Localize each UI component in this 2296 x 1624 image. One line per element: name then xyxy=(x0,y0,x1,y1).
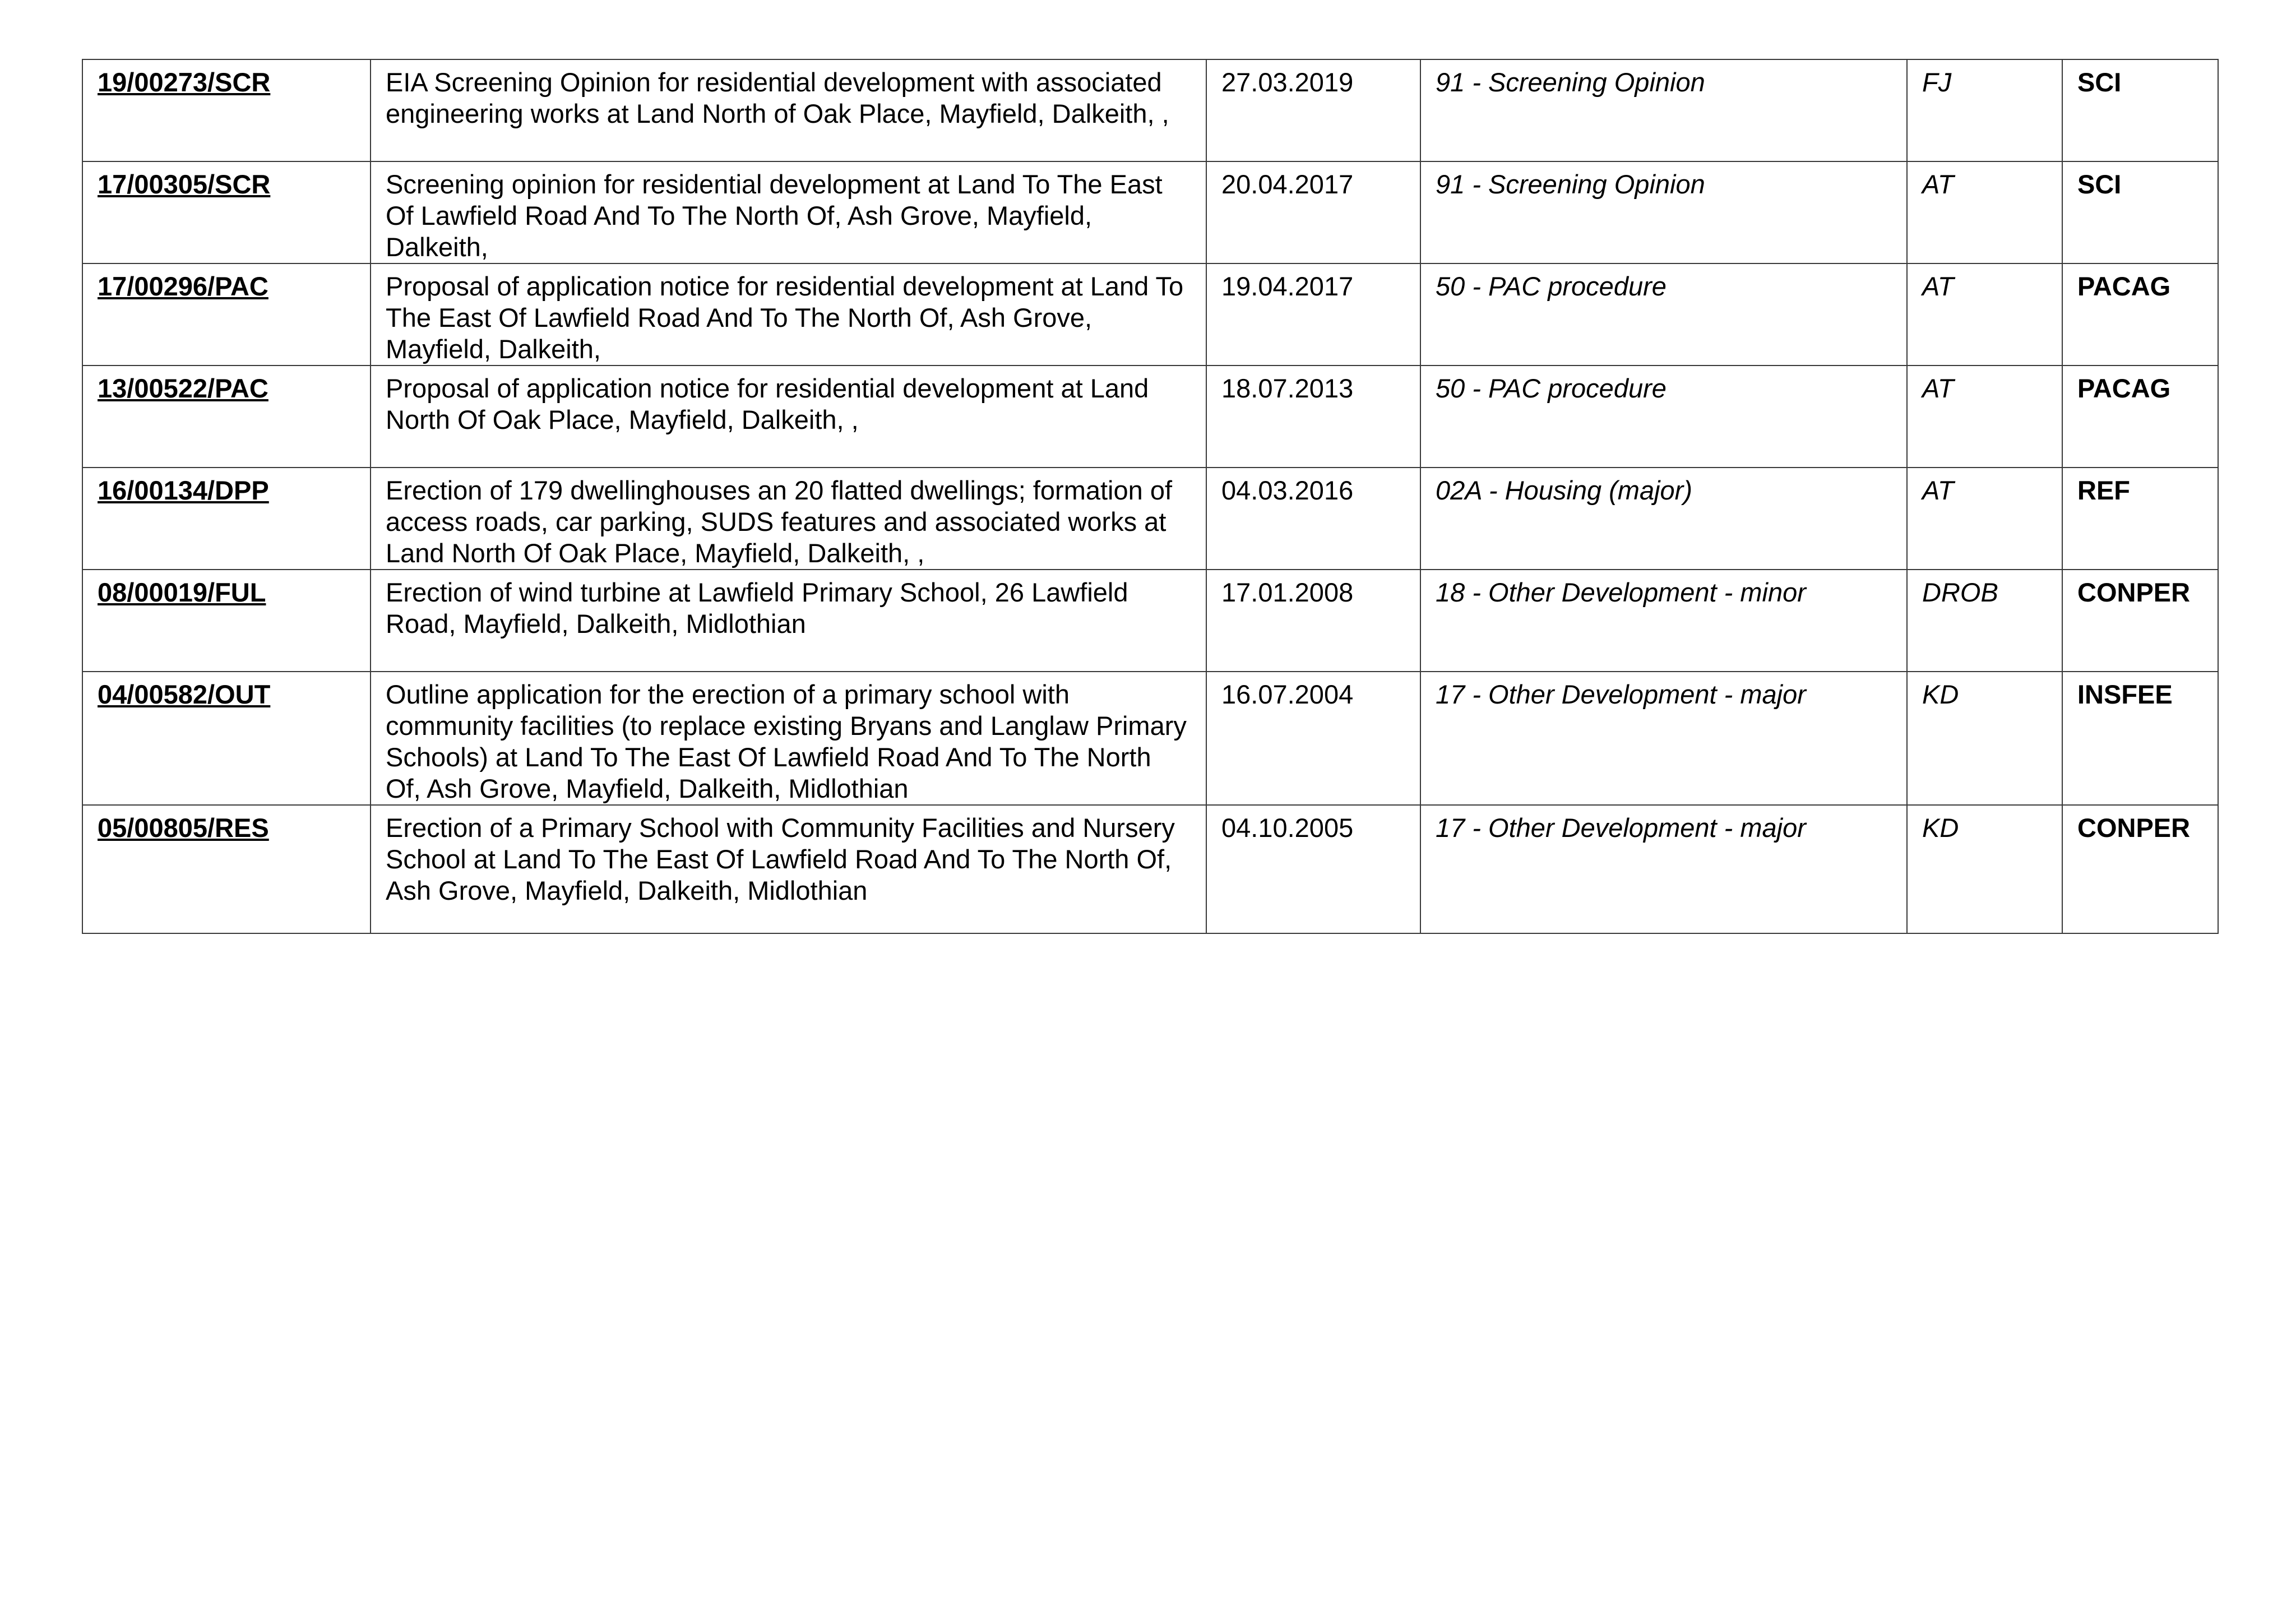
description-cell: Proposal of application notice for residential development at Land North Of Oak Place, Mayfield, Dalkeith, , xyxy=(371,365,1206,468)
officer-cell: DROB xyxy=(1907,570,2062,672)
description-cell: Outline application for the erection of a primary school with community facilities (to replace existing Bryans and Langlaw Primary Schools) at Land To The East Of Lawfield Road And To The North Of, Ash Grove, Mayfield, Dalkeith, Midlothian xyxy=(371,672,1206,805)
decision-cell: REF xyxy=(2062,468,2218,570)
ref-cell xyxy=(82,161,371,263)
date-cell: 04.10.2005 xyxy=(1206,805,1420,933)
date-cell: 16.07.2004 xyxy=(1206,672,1420,805)
officer-cell: KD xyxy=(1907,672,2062,805)
decision-cell: CONPER xyxy=(2062,805,2218,933)
description-cell: Screening opinion for residential development at Land To The East Of Lawfield Road And To The North Of, Ash Grove, Mayfield, Dalkeith, xyxy=(371,161,1206,263)
application-ref-link[interactable]: 17/00305/SCR xyxy=(98,169,271,199)
application-ref-link[interactable]: 05/00805/RES xyxy=(98,813,269,843)
ref-cell xyxy=(82,468,371,570)
ref-cell xyxy=(82,805,371,933)
date-cell: 18.07.2013 xyxy=(1206,365,1420,468)
application-ref-link[interactable]: 16/00134/DPP xyxy=(98,475,269,505)
ref-cell xyxy=(82,59,371,161)
planning-history-table xyxy=(82,59,2219,934)
category-cell: 50 - PAC procedure xyxy=(1420,263,1907,365)
officer-cell: FJ xyxy=(1907,59,2062,161)
description-cell: Proposal of application notice for residential development at Land To The East Of Lawfield Road And To The North Of, Ash Grove, Mayfield, Dalkeith, xyxy=(371,263,1206,365)
ref-cell xyxy=(82,263,371,365)
decision-cell: CONPER xyxy=(2062,570,2218,672)
table-row xyxy=(82,263,2218,365)
category-cell: 50 - PAC procedure xyxy=(1420,365,1907,468)
category-cell: 17 - Other Development - major xyxy=(1420,805,1907,933)
category-cell: 02A - Housing (major) xyxy=(1420,468,1907,570)
table-row xyxy=(82,59,2218,161)
date-cell: 19.04.2017 xyxy=(1206,263,1420,365)
decision-cell: PACAG xyxy=(2062,263,2218,365)
date-cell: 04.03.2016 xyxy=(1206,468,1420,570)
table-row xyxy=(82,161,2218,263)
description-cell: Erection of a Primary School with Community Facilities and Nursery School at Land To The East Of Lawfield Road And To The North Of, Ash Grove, Mayfield, Dalkeith, Midlothian xyxy=(371,805,1206,933)
category-cell: 18 - Other Development - minor xyxy=(1420,570,1907,672)
category-cell: 91 - Screening Opinion xyxy=(1420,161,1907,263)
application-ref-link[interactable]: 13/00522/PAC xyxy=(98,373,269,403)
application-ref-link[interactable]: 17/00296/PAC xyxy=(98,271,269,301)
date-cell: 27.03.2019 xyxy=(1206,59,1420,161)
officer-cell: AT xyxy=(1907,365,2062,468)
officer-cell: AT xyxy=(1907,263,2062,365)
officer-cell: AT xyxy=(1907,161,2062,263)
decision-cell: PACAG xyxy=(2062,365,2218,468)
application-ref-link[interactable]: 08/00019/FUL xyxy=(98,577,266,607)
category-cell: 91 - Screening Opinion xyxy=(1420,59,1907,161)
application-ref-link[interactable]: 19/00273/SCR xyxy=(98,67,271,97)
table-row xyxy=(82,672,2218,805)
table-row xyxy=(82,570,2218,672)
officer-cell: KD xyxy=(1907,805,2062,933)
table-row xyxy=(82,805,2218,933)
application-ref-link[interactable]: 04/00582/OUT xyxy=(98,679,271,709)
decision-cell: SCI xyxy=(2062,161,2218,263)
description-cell: Erection of 179 dwellinghouses an 20 flatted dwellings; formation of access roads, car parking, SUDS features and associated works at Land North Of Oak Place, Mayfield, Dalkeith, , xyxy=(371,468,1206,570)
decision-cell: INSFEE xyxy=(2062,672,2218,805)
description-cell: EIA Screening Opinion for residential development with associated engineering works at Land North of Oak Place, Mayfield, Dalkeith, , xyxy=(371,59,1206,161)
table-row xyxy=(82,468,2218,570)
officer-cell: AT xyxy=(1907,468,2062,570)
decision-cell: SCI xyxy=(2062,59,2218,161)
table-row xyxy=(82,365,2218,468)
ref-cell xyxy=(82,365,371,468)
date-cell: 17.01.2008 xyxy=(1206,570,1420,672)
description-cell: Erection of wind turbine at Lawfield Primary School, 26 Lawfield Road, Mayfield, Dalkeith, Midlothian xyxy=(371,570,1206,672)
date-cell: 20.04.2017 xyxy=(1206,161,1420,263)
ref-cell xyxy=(82,570,371,672)
category-cell: 17 - Other Development - major xyxy=(1420,672,1907,805)
ref-cell xyxy=(82,672,371,805)
